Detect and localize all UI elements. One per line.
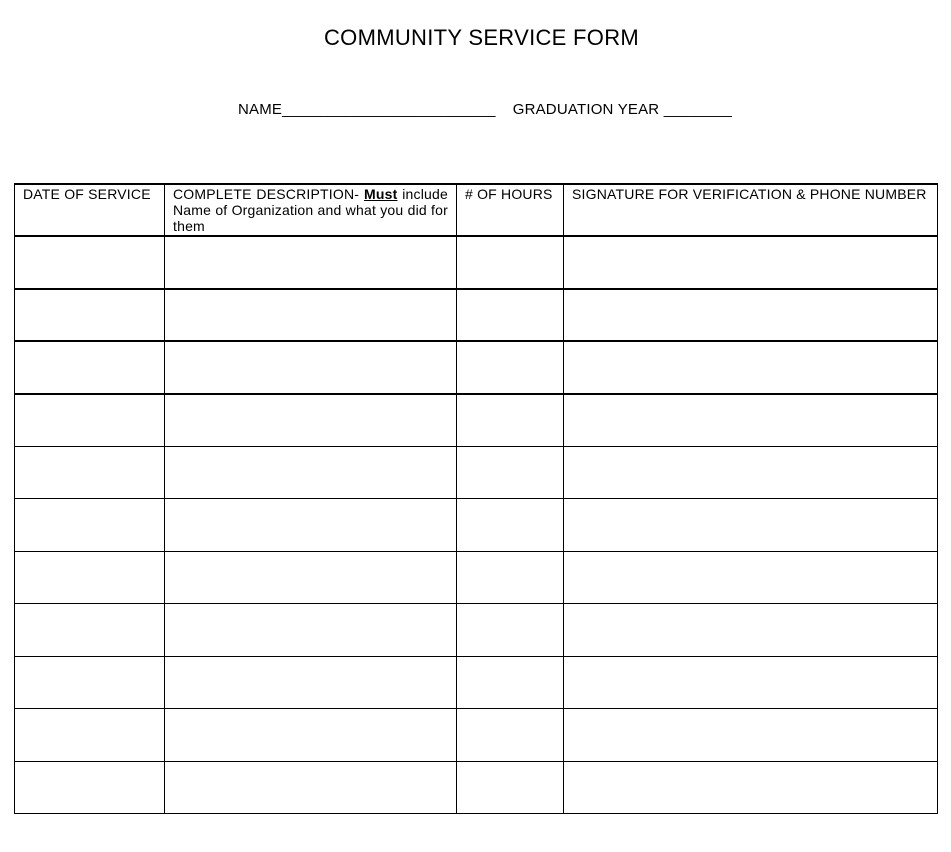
form-title: COMMUNITY SERVICE FORM <box>323 25 640 50</box>
header-description-intro: COMPLETE DESCRIPTION- <box>173 186 364 202</box>
header-number-of-hours: # OF HOURS <box>457 184 564 236</box>
signature-cell[interactable] <box>564 236 938 289</box>
hours-cell[interactable] <box>457 289 564 342</box>
table-row <box>15 341 938 394</box>
description-cell[interactable] <box>165 656 457 709</box>
date-cell[interactable] <box>15 446 165 499</box>
hours-cell[interactable] <box>457 341 564 394</box>
table-row <box>15 761 938 814</box>
header-signature-and-phone: SIGNATURE FOR VERIFICATION & PHONE NUMBER <box>564 184 938 236</box>
description-cell[interactable] <box>165 499 457 552</box>
hours-cell[interactable] <box>457 709 564 762</box>
table-row <box>15 446 938 499</box>
description-cell[interactable] <box>165 709 457 762</box>
date-cell[interactable] <box>15 289 165 342</box>
description-cell[interactable] <box>165 236 457 289</box>
header-complete-description <box>165 184 457 236</box>
signature-cell[interactable] <box>564 341 938 394</box>
hours-cell[interactable] <box>457 394 564 447</box>
service-log-table <box>14 183 938 814</box>
description-cell[interactable] <box>165 394 457 447</box>
table-row <box>15 551 938 604</box>
hours-cell[interactable] <box>457 761 564 814</box>
name-blank[interactable]: _________________________ <box>282 101 496 118</box>
description-cell[interactable] <box>165 341 457 394</box>
hours-cell[interactable] <box>457 499 564 552</box>
hours-cell[interactable] <box>457 236 564 289</box>
date-cell[interactable] <box>15 656 165 709</box>
table-row <box>15 394 938 447</box>
table-row <box>15 236 938 289</box>
date-cell[interactable] <box>15 499 165 552</box>
signature-cell[interactable] <box>564 709 938 762</box>
description-cell[interactable] <box>165 761 457 814</box>
service-log-body <box>15 236 938 814</box>
table-row <box>15 656 938 709</box>
header-description-must: Must <box>363 186 398 202</box>
header-row <box>15 184 938 236</box>
description-cell[interactable] <box>165 446 457 499</box>
signature-cell[interactable] <box>564 499 938 552</box>
hours-cell[interactable] <box>457 551 564 604</box>
signature-cell[interactable] <box>564 551 938 604</box>
date-cell[interactable] <box>15 604 165 657</box>
date-cell[interactable] <box>15 236 165 289</box>
hours-cell[interactable] <box>457 604 564 657</box>
description-cell[interactable] <box>165 551 457 604</box>
description-cell[interactable] <box>165 289 457 342</box>
signature-cell[interactable] <box>564 394 938 447</box>
graduation-year-blank[interactable]: ________ <box>663 101 733 118</box>
description-cell[interactable] <box>165 604 457 657</box>
date-cell[interactable] <box>15 761 165 814</box>
signature-cell[interactable] <box>564 289 938 342</box>
hours-cell[interactable] <box>457 656 564 709</box>
signature-cell[interactable] <box>564 446 938 499</box>
signature-cell[interactable] <box>564 761 938 814</box>
signature-cell[interactable] <box>564 604 938 657</box>
date-cell[interactable] <box>15 709 165 762</box>
signature-cell[interactable] <box>564 656 938 709</box>
header-date-of-service: DATE OF SERVICE <box>15 184 165 236</box>
date-cell[interactable] <box>15 551 165 604</box>
table-row <box>15 709 938 762</box>
table-row <box>15 289 938 342</box>
name-label: NAME <box>238 101 283 118</box>
table-row <box>15 499 938 552</box>
date-cell[interactable] <box>15 394 165 447</box>
graduation-year-label: GRADUATION YEAR <box>512 101 660 118</box>
header-description-rest: include Name of Organization and what you did for them <box>173 186 449 234</box>
hours-cell[interactable] <box>457 446 564 499</box>
date-cell[interactable] <box>15 341 165 394</box>
name-and-year-line <box>238 101 732 118</box>
table-row <box>15 604 938 657</box>
